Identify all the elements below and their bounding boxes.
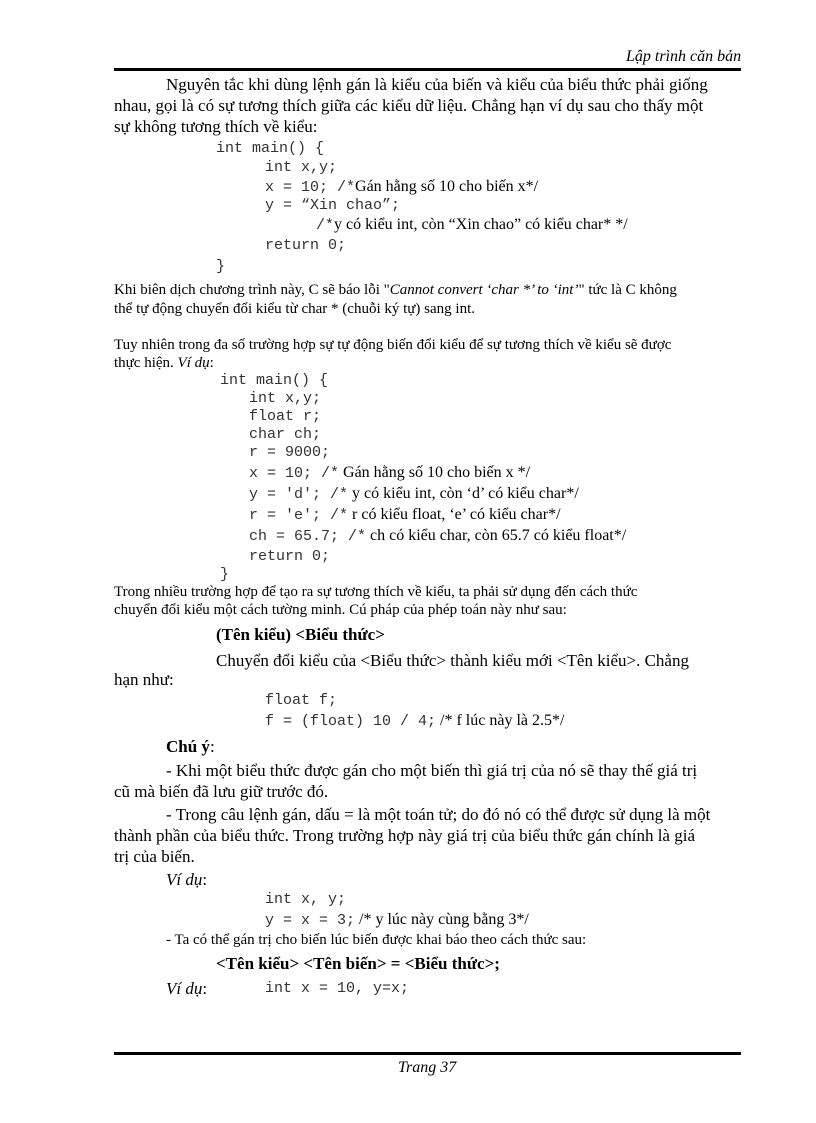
vidu-label: Ví dụ [166, 870, 203, 889]
code2-line: int x,y; [249, 390, 322, 407]
example1-label [166, 870, 207, 890]
cast-note-line-2: chuyển đổi kiểu một cách tường minh. Cú pháp của phép toán này như sau: [114, 602, 567, 618]
code2-line [249, 506, 561, 524]
header-rule [114, 68, 741, 71]
code3-line: float f; [265, 692, 338, 709]
code2-code: y = 'd'; /* [249, 486, 349, 503]
example1-code: y = x = 3; [265, 912, 356, 929]
code2-line: r = 9000; [249, 444, 331, 461]
note-p2-line-3: trị của biến. [114, 847, 195, 866]
page-number: Trang 37 [398, 1059, 457, 1076]
example1-code-line [265, 911, 529, 929]
code2-code: r = 'e'; /* [249, 507, 349, 524]
code3-code: f = (float) 10 / 4; [265, 713, 437, 730]
code2-line [249, 527, 626, 545]
decl-syntax: <Tên kiểu> <Tên biến> = <Biểu thức>; [216, 954, 500, 973]
example1-comment: /* y lúc này cùng bằng 3*/ [355, 911, 529, 928]
code2-line [249, 464, 530, 482]
error-note-pre: Khi biên dịch chương trình này, C sẽ báo lỗi " [114, 282, 390, 298]
code2-comment: ch có kiểu char, còn 65.7 có kiểu float*/ [366, 527, 627, 544]
code2-line: } [220, 566, 230, 583]
code1-code: /* [316, 217, 335, 234]
auto-note-line-2 [114, 354, 214, 372]
cast-note-line-1: Trong nhiều trường hợp để tạo ra sự tương thích về kiểu, ta phải sử dụng đến cách thức [114, 584, 638, 600]
note-p2-line-2: thành phần của biểu thức. Trong trường hợp này giá trị của biểu thức gán chính là giá [114, 826, 695, 845]
code2-line: return 0; [249, 548, 331, 565]
intro-line-3: sự không tương thích về kiểu: [114, 117, 318, 136]
code2-code: ch = 65.7; /* [249, 528, 367, 545]
example2-code: int x = 10, y=x; [265, 980, 410, 997]
vidu-colon: : [202, 979, 208, 998]
code1-line: return 0; [265, 237, 347, 254]
error-note-post: " tức là C không [578, 282, 677, 298]
decl-note: - Ta có thể gán trị cho biến lúc biến được khai báo theo cách thức sau: [166, 932, 587, 948]
cast-desc-line-1: Chuyển đổi kiểu của <Biểu thức> thành kiểu mới <Tên kiểu>. Chẳng [216, 651, 689, 670]
intro-line-2: nhau, gọi là có sự tương thích giữa các kiểu dữ liệu. Chẳng hạn ví dụ sau cho thấy một [114, 96, 704, 115]
code2-code: x = 10; /* [249, 465, 340, 482]
error-note-line-2: thể tự động chuyển đổi kiểu từ char * (chuỗi ký tự) sang int. [114, 301, 475, 317]
code2-comment: y có kiểu int, còn ‘d’ có kiểu char*/ [348, 485, 579, 502]
auto-note-line-1: Tuy nhiên trong đa số trường hợp sự tự động biến đổi kiểu để sự tương thích về kiểu sẽ được [114, 337, 672, 353]
code2-line [249, 485, 579, 503]
code2-comment: Gán hằng số 10 cho biến x */ [339, 464, 531, 481]
cast-syntax: (Tên kiểu) <Biểu thức> [216, 625, 385, 644]
note-p1-line-2: cũ mà biến đã lưu giữ trước đó. [114, 782, 329, 801]
vidu-label: Ví dụ [166, 979, 203, 998]
code1-line [316, 216, 628, 234]
code2-line: float r; [249, 408, 322, 425]
vidu-colon: : [202, 870, 208, 889]
code2-line: int main() { [220, 372, 329, 389]
code3-comment: /* f lúc này là 2.5*/ [436, 712, 565, 729]
code1-line: y = “Xin chao”; [265, 197, 401, 214]
code1-comment: Gán hằng số 10 cho biến x*/ [355, 178, 539, 195]
auto-note-colon: : [209, 355, 214, 371]
code1-code: x = 10; /* [265, 179, 356, 196]
code3-line [265, 712, 564, 730]
example2-label [166, 979, 207, 999]
code1-comment: y có kiểu int, còn “Xin chao” có kiểu char* */ [334, 216, 628, 233]
intro-line-1: Nguyên tắc khi dùng lệnh gán là kiểu của biến và kiểu của biểu thức phải giống [166, 75, 708, 94]
auto-note-text: thực hiện. [114, 355, 178, 371]
error-note-line-1 [114, 281, 677, 299]
code2-line: char ch; [249, 426, 322, 443]
note-title: Chú ý [166, 737, 210, 756]
error-message: Cannot convert ‘char *’ to ‘int’ [389, 282, 579, 298]
note-p1-line-1: - Khi một biểu thức được gán cho một biến thì giá trị của nó sẽ thay thế giá trị [166, 761, 698, 780]
cast-desc-line-2: hạn như: [114, 670, 174, 689]
example1-code-line: int x, y; [265, 891, 347, 908]
note-colon: : [209, 737, 215, 756]
code1-line: int main() { [216, 140, 325, 157]
vidu-label: Ví dụ [177, 355, 210, 371]
code1-line: int x,y; [265, 159, 338, 176]
footer-rule [114, 1052, 741, 1055]
code1-line: } [216, 258, 226, 275]
code2-comment: r có kiểu float, ‘e’ có kiểu char*/ [348, 506, 561, 523]
note-heading [166, 737, 215, 757]
page-header-title: Lập trình căn bản [626, 48, 742, 65]
code1-line [265, 178, 538, 196]
note-p2-line-1: - Trong câu lệnh gán, dấu = là một toán tử; do đó nó có thể được sử dụng là một [166, 805, 711, 824]
